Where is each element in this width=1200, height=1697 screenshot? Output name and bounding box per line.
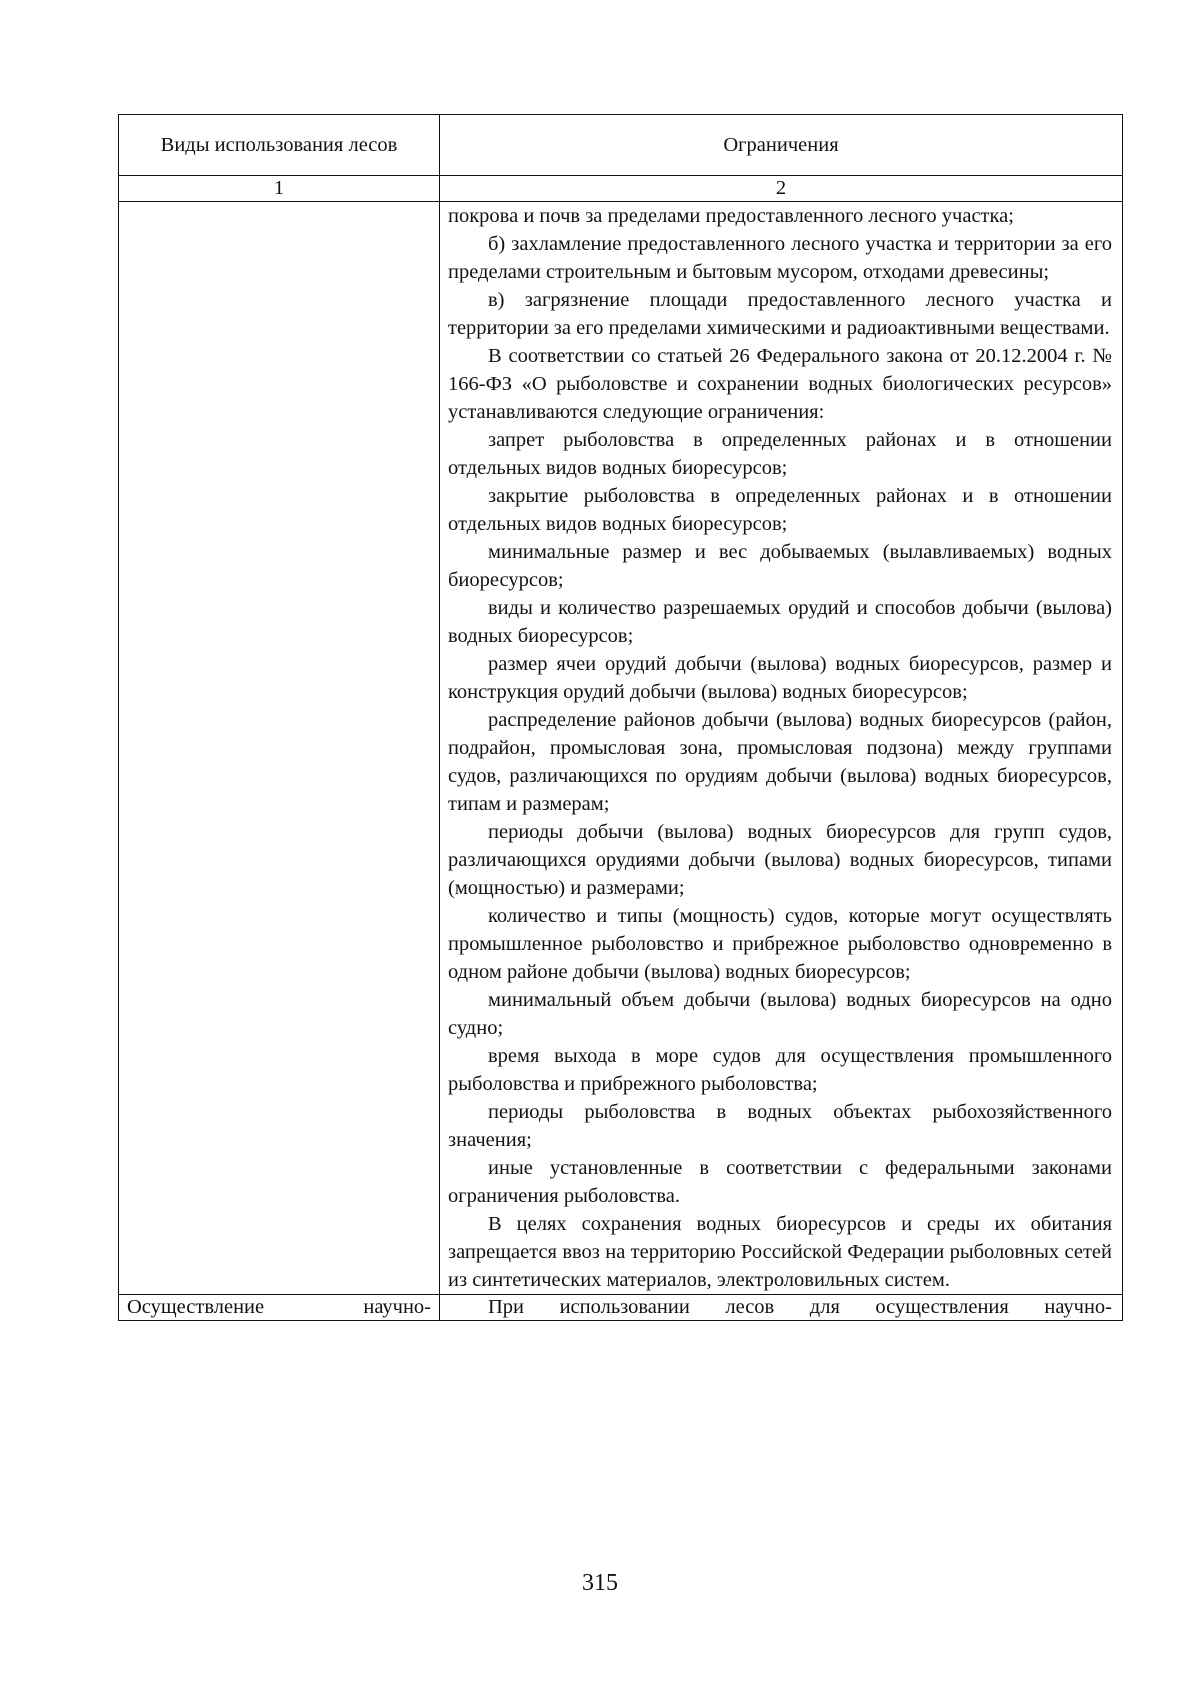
restriction-paragraph: иные установленные в соответствии с федеральными законами ограничения рыболовства.	[448, 1157, 1112, 1207]
last-row	[119, 1295, 1123, 1321]
restriction-paragraph: размер ячеи орудий добычи (вылова) водных биоресурсов, размер и конструкция орудий добычи (вылова) водных биоресурсов;	[448, 653, 1112, 703]
page-number: 315	[582, 1570, 618, 1596]
restriction-paragraph: закрытие рыболовства в определенных районах и в отношении отдельных видов водных биоресурсов;	[448, 485, 1112, 535]
header-restrictions: Ограничения	[440, 115, 1123, 176]
restriction-paragraph: периоды добычи (вылова) водных биоресурсов для групп судов, различающихся орудиями добычи (вылова) водных биоресурсов, типами (мощностью) и размерами;	[448, 821, 1112, 899]
restriction-paragraph: минимальные размер и вес добываемых (вылавливаемых) водных биоресурсов;	[448, 541, 1112, 591]
restrictions-cell	[440, 202, 1123, 1295]
header-row	[119, 115, 1123, 176]
restriction-scientific-start: При использовании лесов для осуществления научно-	[440, 1295, 1123, 1321]
restriction-paragraph: периоды рыболовства в водных объектах рыбохозяйственного значения;	[448, 1101, 1112, 1151]
restriction-paragraph: В соответствии со статьей 26 Федерального закона от 20.12.2004 г. № 166-ФЗ «О рыболовстве и сохранении водных биологических ресурсов» устанавливаются следующие ограничения:	[448, 345, 1112, 423]
column-number-2: 2	[440, 176, 1123, 202]
content-row	[119, 202, 1123, 1295]
restriction-paragraph: в) загрязнение площади предоставленного лесного участка и территории за его пределами химическими и радиоактивными веществами.	[448, 289, 1112, 339]
restriction-paragraph: количество и типы (мощность) судов, которые могут осуществлять промышленное рыболовство и прибрежное рыболовство одновременно в одном районе добычи (вылова) водных биоресурсов;	[448, 905, 1112, 983]
restrictions-table	[118, 114, 1123, 1321]
restriction-paragraph: б) захламление предоставленного лесного участка и территории за его пределами строительным и бытовым мусором, отходами древесины;	[448, 233, 1112, 283]
restriction-paragraph: запрет рыболовства в определенных районах и в отношении отдельных видов водных биоресурсов;	[448, 429, 1112, 479]
column-number-1: 1	[119, 176, 440, 202]
restriction-paragraph: покрова и почв за пределами предоставленного лесного участка;	[448, 205, 1014, 227]
restriction-paragraph: распределение районов добычи (вылова) водных биоресурсов (район, подрайон, промысловая зона, промысловая подзона) между группами судов, различающихся по орудиям добычи (вылова) водных биоресурсов, типам и размерам;	[448, 709, 1112, 815]
restriction-paragraph: виды и количество разрешаемых орудий и способов добычи (вылова) водных биоресурсов;	[448, 597, 1112, 647]
restriction-paragraph: минимальный объем добычи (вылова) водных биоресурсов на одно судно;	[448, 989, 1112, 1039]
column-number-row	[119, 176, 1123, 202]
forest-use-type-scientific: Осуществление научно-	[119, 1295, 440, 1321]
forest-use-type-cell-empty	[119, 202, 440, 1295]
restriction-paragraph: время выхода в море судов для осуществления промышленного рыболовства и прибрежного рыболовства;	[448, 1045, 1112, 1095]
restriction-paragraph: В целях сохранения водных биоресурсов и среды их обитания запрещается ввоз на территорию Российской Федерации рыболовных сетей из синтетических материалов, электроловильных систем.	[448, 1213, 1112, 1291]
header-forest-use-types: Виды использования лесов	[119, 115, 440, 176]
